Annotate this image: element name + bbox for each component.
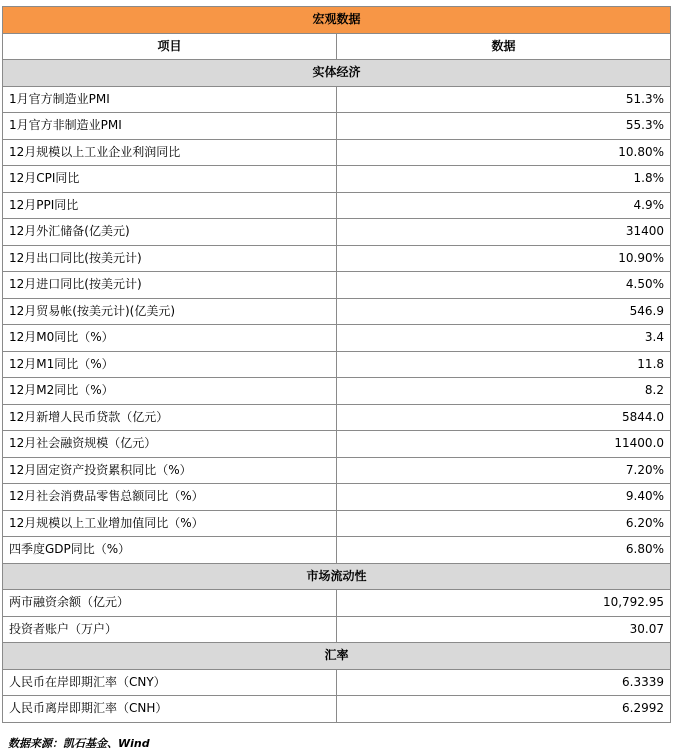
row-label: 12月CPI同比	[3, 166, 337, 193]
row-label: 12月外汇储备(亿美元)	[3, 219, 337, 246]
column-header-item: 项目	[3, 33, 337, 60]
row-label: 12月出口同比(按美元计)	[3, 245, 337, 272]
table-row	[3, 510, 671, 537]
table-row	[3, 245, 671, 272]
table-row	[3, 166, 671, 193]
table-row	[3, 616, 671, 643]
section-header-row	[3, 643, 671, 670]
table-title: 宏观数据	[3, 7, 671, 34]
table-row	[3, 669, 671, 696]
row-label: 12月M0同比（%）	[3, 325, 337, 352]
row-value: 9.40%	[337, 484, 671, 511]
row-value: 6.2992	[337, 696, 671, 723]
column-header-value: 数据	[337, 33, 671, 60]
row-label: 12月新增人民币贷款（亿元）	[3, 404, 337, 431]
table-row	[3, 484, 671, 511]
row-label: 12月社会消费品零售总额同比（%）	[3, 484, 337, 511]
row-label: 人民币在岸即期汇率（CNY）	[3, 669, 337, 696]
row-label: 12月规模以上工业增加值同比（%）	[3, 510, 337, 537]
table-row	[3, 325, 671, 352]
row-value: 1.8%	[337, 166, 671, 193]
row-value: 4.9%	[337, 192, 671, 219]
row-label: 12月进口同比(按美元计)	[3, 272, 337, 299]
section-title: 实体经济	[3, 60, 671, 87]
table-row	[3, 272, 671, 299]
table-row	[3, 139, 671, 166]
row-label: 人民币离岸即期汇率（CNH）	[3, 696, 337, 723]
row-value: 30.07	[337, 616, 671, 643]
table-row	[3, 537, 671, 564]
row-value: 8.2	[337, 378, 671, 405]
row-label: 12月贸易帐(按美元计)(亿美元)	[3, 298, 337, 325]
row-label: 两市融资余额（亿元）	[3, 590, 337, 617]
row-label: 四季度GDP同比（%）	[3, 537, 337, 564]
data-source-note: 数据来源：凯石基金、Wind	[8, 737, 150, 750]
row-label: 1月官方非制造业PMI	[3, 113, 337, 140]
row-value: 11.8	[337, 351, 671, 378]
section-title: 市场流动性	[3, 563, 671, 590]
row-label: 12月M1同比（%）	[3, 351, 337, 378]
row-value: 55.3%	[337, 113, 671, 140]
section-header-row	[3, 60, 671, 87]
row-label: 12月M2同比（%）	[3, 378, 337, 405]
row-value: 31400	[337, 219, 671, 246]
table-row	[3, 590, 671, 617]
row-value: 3.4	[337, 325, 671, 352]
table-row	[3, 431, 671, 458]
row-value: 11400.0	[337, 431, 671, 458]
row-label: 1月官方制造业PMI	[3, 86, 337, 113]
section-title: 汇率	[3, 643, 671, 670]
row-label: 12月PPI同比	[3, 192, 337, 219]
table-row	[3, 298, 671, 325]
row-value: 51.3%	[337, 86, 671, 113]
table-row	[3, 378, 671, 405]
row-label: 12月社会融资规模（亿元）	[3, 431, 337, 458]
table-row	[3, 404, 671, 431]
row-value: 6.3339	[337, 669, 671, 696]
row-label: 12月规模以上工业企业利润同比	[3, 139, 337, 166]
row-value: 10,792.95	[337, 590, 671, 617]
row-value: 6.80%	[337, 537, 671, 564]
row-value: 5844.0	[337, 404, 671, 431]
table-row	[3, 113, 671, 140]
column-header-row	[3, 33, 671, 60]
macro-data-table	[2, 6, 671, 723]
table-row	[3, 457, 671, 484]
row-value: 546.9	[337, 298, 671, 325]
row-value: 10.80%	[337, 139, 671, 166]
row-value: 6.20%	[337, 510, 671, 537]
row-value: 4.50%	[337, 272, 671, 299]
table-title-row	[3, 7, 671, 34]
row-label: 投资者账户（万户）	[3, 616, 337, 643]
row-value: 10.90%	[337, 245, 671, 272]
table-row	[3, 696, 671, 723]
row-label: 12月固定资产投资累积同比（%）	[3, 457, 337, 484]
table-row	[3, 351, 671, 378]
row-value: 7.20%	[337, 457, 671, 484]
table-row	[3, 192, 671, 219]
table-row	[3, 219, 671, 246]
table-row	[3, 86, 671, 113]
section-header-row	[3, 563, 671, 590]
